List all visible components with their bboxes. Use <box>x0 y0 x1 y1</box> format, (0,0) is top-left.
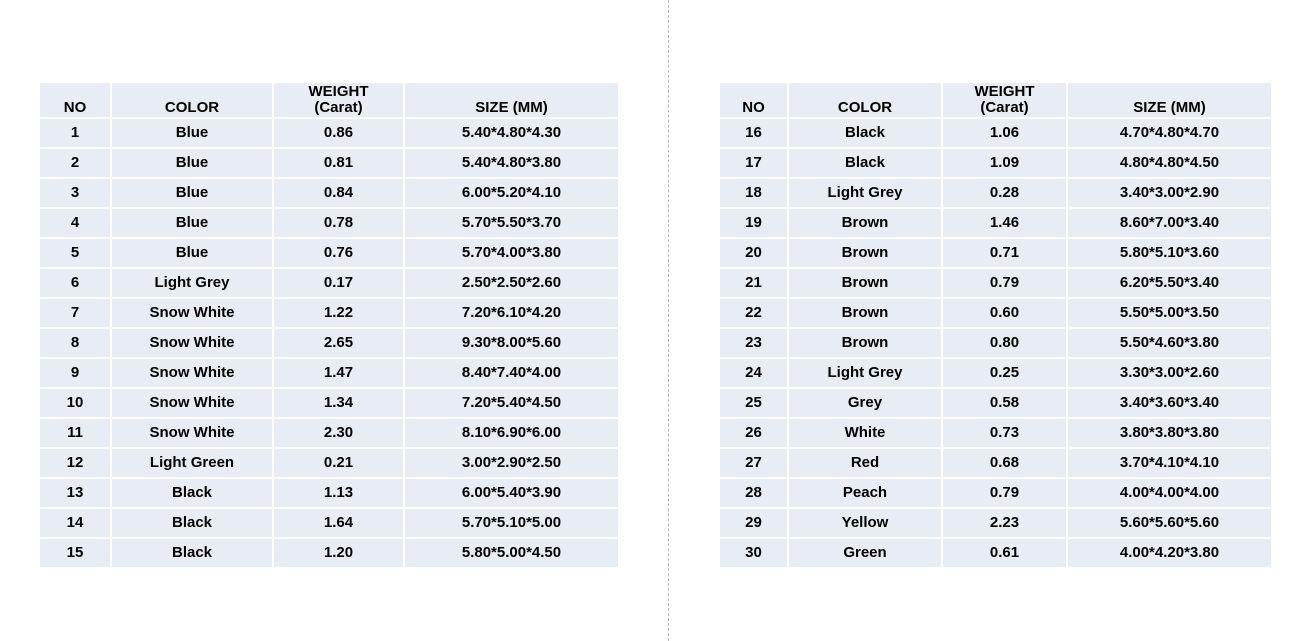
table-row <box>40 179 618 207</box>
table-row <box>720 389 1271 417</box>
cell-size: 7.20*6.10*4.20 <box>405 299 618 327</box>
table-row <box>720 239 1271 267</box>
cell-color: Blue <box>112 119 272 147</box>
cell-color: Light Grey <box>112 269 272 297</box>
cell-no: 17 <box>720 149 787 177</box>
cell-size: 2.50*2.50*2.60 <box>405 269 618 297</box>
gem-spec-table-right <box>718 81 1273 569</box>
cell-no: 2 <box>40 149 110 177</box>
cell-no: 20 <box>720 239 787 267</box>
cell-color: Brown <box>789 239 941 267</box>
cell-weight: 0.81 <box>274 149 403 177</box>
cell-weight: 0.60 <box>943 299 1066 327</box>
cell-size: 7.20*5.40*4.50 <box>405 389 618 417</box>
table-row <box>40 479 618 507</box>
cell-no: 16 <box>720 119 787 147</box>
header-size: SIZE (MM) <box>1068 83 1271 117</box>
cell-weight: 1.22 <box>274 299 403 327</box>
cell-no: 1 <box>40 119 110 147</box>
cell-size: 5.70*5.50*3.70 <box>405 209 618 237</box>
cell-size: 5.80*5.00*4.50 <box>405 539 618 567</box>
cell-weight: 0.79 <box>943 269 1066 297</box>
cell-size: 9.30*8.00*5.60 <box>405 329 618 357</box>
cell-color: Light Green <box>112 449 272 477</box>
cell-weight: 1.06 <box>943 119 1066 147</box>
cell-no: 26 <box>720 419 787 447</box>
cell-size: 6.00*5.40*3.90 <box>405 479 618 507</box>
table-row <box>40 239 618 267</box>
cell-weight: 0.84 <box>274 179 403 207</box>
table-row <box>40 419 618 447</box>
header-no: NO <box>720 83 787 117</box>
cell-size: 8.40*7.40*4.00 <box>405 359 618 387</box>
cell-no: 8 <box>40 329 110 357</box>
cell-weight: 1.47 <box>274 359 403 387</box>
table-row <box>720 449 1271 477</box>
cell-size: 5.70*5.10*5.00 <box>405 509 618 537</box>
cell-color: Peach <box>789 479 941 507</box>
cell-weight: 1.34 <box>274 389 403 417</box>
cell-weight: 0.21 <box>274 449 403 477</box>
table-row <box>40 509 618 537</box>
cell-color: White <box>789 419 941 447</box>
cell-color: Black <box>112 479 272 507</box>
cell-size: 3.80*3.80*3.80 <box>1068 419 1271 447</box>
cell-weight: 2.65 <box>274 329 403 357</box>
cell-no: 3 <box>40 179 110 207</box>
cell-no: 5 <box>40 239 110 267</box>
header-weight-line1: WEIGHT <box>308 83 369 100</box>
page-divider <box>668 0 669 641</box>
cell-size: 4.80*4.80*4.50 <box>1068 149 1271 177</box>
cell-no: 7 <box>40 299 110 327</box>
cell-weight: 1.20 <box>274 539 403 567</box>
cell-color: Blue <box>112 179 272 207</box>
gem-spec-table-left <box>38 81 620 569</box>
cell-color: Black <box>789 149 941 177</box>
table-row <box>720 269 1271 297</box>
header-color: COLOR <box>789 83 941 117</box>
header-weight-line2: (Carat) <box>314 99 363 116</box>
cell-no: 11 <box>40 419 110 447</box>
cell-color: Blue <box>112 209 272 237</box>
cell-size: 8.60*7.00*3.40 <box>1068 209 1271 237</box>
cell-no: 13 <box>40 479 110 507</box>
cell-no: 29 <box>720 509 787 537</box>
header-weight <box>943 83 1066 117</box>
cell-size: 6.00*5.20*4.10 <box>405 179 618 207</box>
cell-size: 3.40*3.60*3.40 <box>1068 389 1271 417</box>
cell-no: 22 <box>720 299 787 327</box>
table-row <box>720 179 1271 207</box>
cell-no: 9 <box>40 359 110 387</box>
cell-no: 4 <box>40 209 110 237</box>
cell-weight: 0.25 <box>943 359 1066 387</box>
cell-weight: 1.64 <box>274 509 403 537</box>
cell-weight: 0.73 <box>943 419 1066 447</box>
table-row <box>720 209 1271 237</box>
header-weight <box>274 83 403 117</box>
cell-color: Brown <box>789 329 941 357</box>
header-weight-line2: (Carat) <box>980 99 1029 116</box>
cell-no: 10 <box>40 389 110 417</box>
cell-weight: 0.79 <box>943 479 1066 507</box>
header-weight-line1: WEIGHT <box>974 83 1035 100</box>
cell-weight: 0.28 <box>943 179 1066 207</box>
cell-weight: 0.71 <box>943 239 1066 267</box>
table-row <box>40 209 618 237</box>
table-row <box>720 419 1271 447</box>
table-row <box>40 449 618 477</box>
table-row <box>40 389 618 417</box>
cell-size: 3.00*2.90*2.50 <box>405 449 618 477</box>
cell-size: 5.40*4.80*4.30 <box>405 119 618 147</box>
cell-no: 30 <box>720 539 787 567</box>
cell-no: 14 <box>40 509 110 537</box>
cell-size: 4.00*4.00*4.00 <box>1068 479 1271 507</box>
table-row <box>720 359 1271 387</box>
header-row <box>40 83 618 117</box>
cell-no: 18 <box>720 179 787 207</box>
cell-weight: 0.17 <box>274 269 403 297</box>
cell-weight: 2.30 <box>274 419 403 447</box>
cell-no: 12 <box>40 449 110 477</box>
table-row <box>720 119 1271 147</box>
header-no: NO <box>40 83 110 117</box>
header-size: SIZE (MM) <box>405 83 618 117</box>
cell-color: Light Grey <box>789 359 941 387</box>
cell-weight: 0.76 <box>274 239 403 267</box>
cell-size: 5.50*4.60*3.80 <box>1068 329 1271 357</box>
table-row <box>40 329 618 357</box>
cell-weight: 1.09 <box>943 149 1066 177</box>
cell-color: Snow White <box>112 329 272 357</box>
cell-no: 25 <box>720 389 787 417</box>
cell-weight: 2.23 <box>943 509 1066 537</box>
cell-size: 5.70*4.00*3.80 <box>405 239 618 267</box>
cell-no: 24 <box>720 359 787 387</box>
table-row <box>720 539 1271 567</box>
cell-size: 5.60*5.60*5.60 <box>1068 509 1271 537</box>
cell-size: 3.70*4.10*4.10 <box>1068 449 1271 477</box>
cell-size: 4.70*4.80*4.70 <box>1068 119 1271 147</box>
cell-color: Blue <box>112 239 272 267</box>
table-row <box>40 269 618 297</box>
cell-size: 3.30*3.00*2.60 <box>1068 359 1271 387</box>
cell-no: 28 <box>720 479 787 507</box>
cell-color: Snow White <box>112 419 272 447</box>
header-row <box>720 83 1271 117</box>
cell-weight: 0.80 <box>943 329 1066 357</box>
table-row <box>720 149 1271 177</box>
table-row <box>720 479 1271 507</box>
cell-no: 27 <box>720 449 787 477</box>
cell-color: Blue <box>112 149 272 177</box>
cell-weight: 0.58 <box>943 389 1066 417</box>
cell-no: 21 <box>720 269 787 297</box>
cell-color: Red <box>789 449 941 477</box>
cell-weight: 0.78 <box>274 209 403 237</box>
cell-no: 23 <box>720 329 787 357</box>
cell-color: Light Grey <box>789 179 941 207</box>
cell-size: 5.50*5.00*3.50 <box>1068 299 1271 327</box>
cell-no: 15 <box>40 539 110 567</box>
cell-color: Snow White <box>112 389 272 417</box>
cell-color: Snow White <box>112 299 272 327</box>
cell-weight: 0.68 <box>943 449 1066 477</box>
cell-color: Brown <box>789 269 941 297</box>
cell-color: Snow White <box>112 359 272 387</box>
cell-size: 5.80*5.10*3.60 <box>1068 239 1271 267</box>
table-row <box>40 119 618 147</box>
table-row <box>720 329 1271 357</box>
cell-weight: 1.46 <box>943 209 1066 237</box>
cell-weight: 0.86 <box>274 119 403 147</box>
cell-size: 6.20*5.50*3.40 <box>1068 269 1271 297</box>
cell-size: 4.00*4.20*3.80 <box>1068 539 1271 567</box>
cell-weight: 1.13 <box>274 479 403 507</box>
header-color: COLOR <box>112 83 272 117</box>
table-row <box>40 149 618 177</box>
cell-color: Brown <box>789 299 941 327</box>
cell-size: 8.10*6.90*6.00 <box>405 419 618 447</box>
cell-color: Brown <box>789 209 941 237</box>
cell-color: Black <box>112 509 272 537</box>
table-row <box>40 299 618 327</box>
cell-weight: 0.61 <box>943 539 1066 567</box>
cell-size: 3.40*3.00*2.90 <box>1068 179 1271 207</box>
cell-no: 19 <box>720 209 787 237</box>
cell-no: 6 <box>40 269 110 297</box>
cell-size: 5.40*4.80*3.80 <box>405 149 618 177</box>
table-row <box>720 299 1271 327</box>
cell-color: Grey <box>789 389 941 417</box>
cell-color: Green <box>789 539 941 567</box>
cell-color: Yellow <box>789 509 941 537</box>
cell-color: Black <box>789 119 941 147</box>
table-row <box>40 539 618 567</box>
table-row <box>720 509 1271 537</box>
table-row <box>40 359 618 387</box>
cell-color: Black <box>112 539 272 567</box>
